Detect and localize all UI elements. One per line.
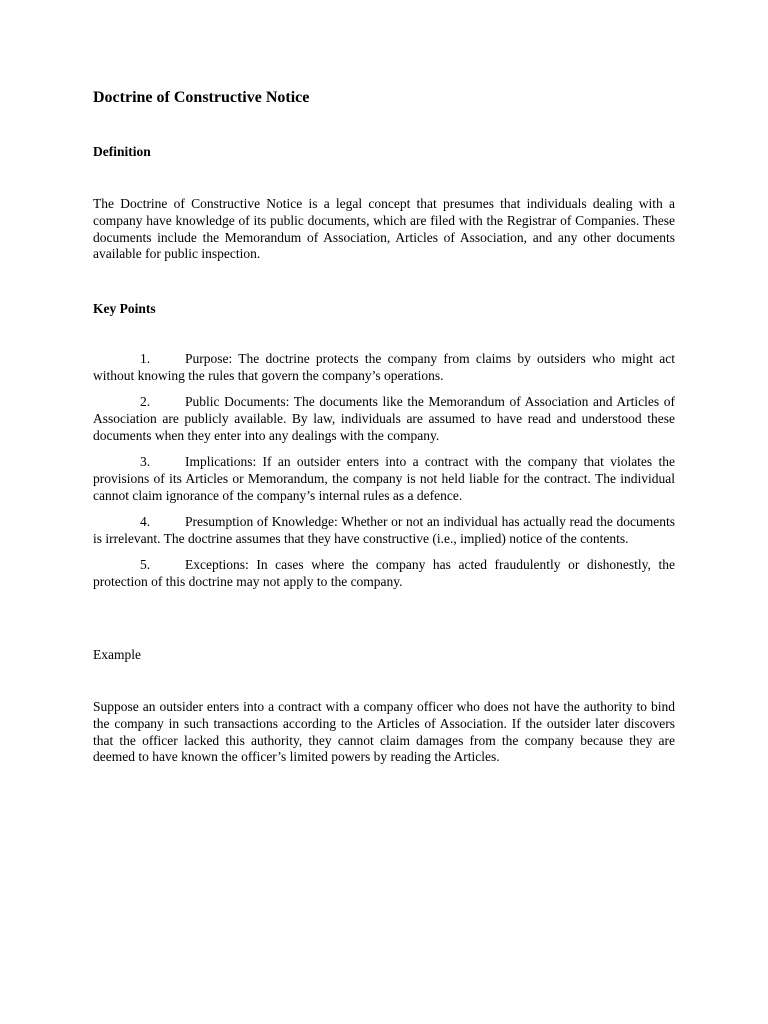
document-title: Doctrine of Constructive Notice: [93, 89, 310, 106]
list-item-number: 5.: [140, 556, 151, 572]
list-item-number: 1.: [140, 351, 151, 366]
list-item-number: 2.: [140, 394, 151, 410]
list-item: [93, 514, 675, 548]
list-item: [93, 351, 675, 385]
list-item-number: 3.: [140, 453, 151, 469]
example-heading: Example: [93, 647, 141, 662]
list-item-text: Purpose: The doctrine protects the company from claims by outsiders who might act without knowing the rules that govern the company’s operations.: [93, 351, 675, 383]
definition-heading: Definition: [93, 144, 151, 159]
definition-paragraph: The Doctrine of Constructive Notice is a legal concept that presumes that individuals dealing with a company have knowledge of its public documents, which are filed with the Registrar of Companies. These documents include the Memorandum of Association, Articles of Association, and any other documents available for public inspection.: [93, 196, 675, 262]
list-item: [93, 557, 675, 591]
list-item-text: Exceptions: In cases where the company has acted fraudulently or dishonestly, the protection of this doctrine may not apply to the company.: [93, 556, 675, 589]
example-paragraph: Suppose an outsider enters into a contract with a company officer who does not have the authority to bind the company in such transactions according to the Articles of Association. If the outsider later discovers that the officer lacked this authority, they cannot claim damages from the company because they are deemed to have known the officer’s limited powers by reading the Articles.: [93, 699, 675, 765]
key-points-list: [93, 351, 675, 600]
list-item-number: 4.: [140, 513, 151, 529]
key-points-heading: Key Points: [93, 301, 156, 316]
list-item: [93, 394, 675, 444]
list-item: [93, 454, 675, 504]
list-item-text: Presumption of Knowledge: Whether or not an individual has actually read the documents is irrelevant. The doctrine assumes that they have constructive (i.e., implied) notice of the contents.: [93, 513, 675, 546]
list-item-text: Implications: If an outsider enters into a contract with the company that violates the provisions of its Articles or Memorandum, the company is not held liable for the contract. The individual cannot claim ignorance of the company’s internal rules as a defence.: [93, 453, 675, 503]
list-item-text: Public Documents: The documents like the Memorandum of Association and Articles of Association are publicly available. By law, individuals are assumed to have read and understood these documents when they enter into any dealings with the company.: [93, 394, 675, 443]
